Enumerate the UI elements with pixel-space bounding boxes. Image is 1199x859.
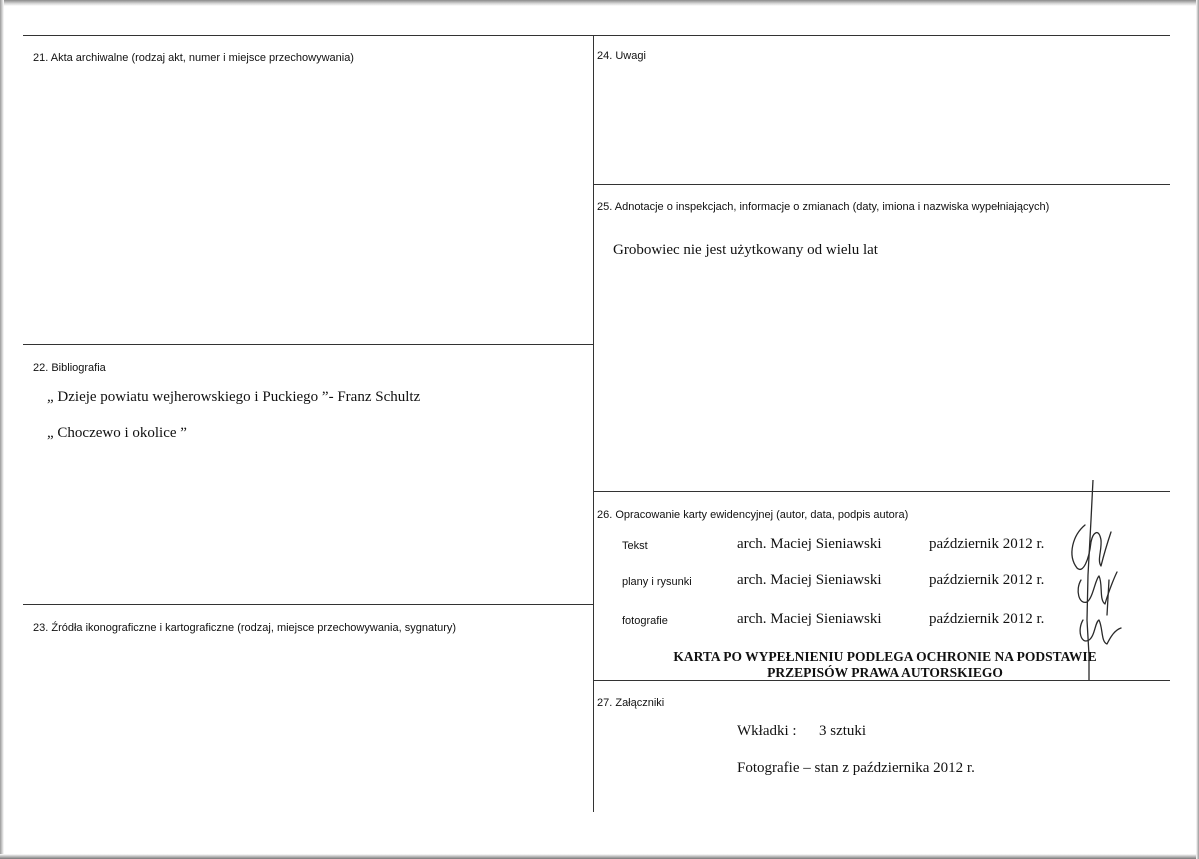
inserts-label: Wkładki : xyxy=(737,723,797,739)
section-21-label: 21. Akta archiwalne (rodzaj akt, numer i miejsce przechowywania) xyxy=(33,52,354,64)
row-author-drawings: arch. Maciej Sieniawski xyxy=(737,572,882,588)
row-author-photos: arch. Maciej Sieniawski xyxy=(737,611,882,627)
divider-24-25 xyxy=(593,184,1170,185)
inserts-value: 3 sztuki xyxy=(819,723,867,739)
inspection-note: Grobowiec nie jest użytkowany od wielu lat xyxy=(613,242,878,258)
copyright-notice-line-1: KARTA PO WYPEŁNIENIU PODLEGA OCHRONIE NA PODSTAWIE xyxy=(673,649,1097,664)
divider-21-22 xyxy=(23,344,593,345)
row-author-text: arch. Maciej Sieniawski xyxy=(737,536,882,552)
row-date-drawings: październik 2012 r. xyxy=(929,572,1045,588)
bibliography-entry-1: „ Dzieje powiatu wejherowskiego i Puckiego ”- Franz Schultz xyxy=(47,389,421,405)
section-24-label: 24. Uwagi xyxy=(597,50,646,62)
section-25-label: 25. Adnotacje o inspekcjach, informacje o zmianach (daty, imiona i nazwiska wypełniających) xyxy=(597,201,1050,213)
section-27-label: 27. Załączniki xyxy=(597,697,665,709)
author-signature xyxy=(1055,480,1135,680)
bibliography-entry-2: „ Choczewo i okolice ” xyxy=(47,425,187,441)
scan-edge-top xyxy=(0,0,1199,6)
section-26-label: 26. Opracowanie karty ewidencyjnej (autor, data, podpis autora) xyxy=(597,509,909,521)
divider-22-23 xyxy=(23,604,593,605)
top-border-line xyxy=(23,35,1170,36)
row-date-photos: październik 2012 r. xyxy=(929,611,1045,627)
row-role-drawings: plany i rysunki xyxy=(622,576,692,588)
section-22-label: 22. Bibliografia xyxy=(33,362,106,374)
row-role-photos: fotografie xyxy=(622,615,668,627)
row-role-text: Tekst xyxy=(622,540,648,552)
photos-attachment: Fotografie – stan z października 2012 r. xyxy=(737,760,975,776)
scan-edge-left xyxy=(0,0,4,859)
center-divider-line xyxy=(593,35,594,812)
copyright-notice-line-2: PRZEPISÓW PRAWA AUTORSKIEGO xyxy=(767,665,1003,680)
scan-edge-bottom xyxy=(0,854,1199,859)
row-date-text: październik 2012 r. xyxy=(929,536,1045,552)
section-23-label: 23. Źródła ikonograficzne i kartograficzne (rodzaj, miejsce przechowywania, sygnatury) xyxy=(33,622,457,634)
